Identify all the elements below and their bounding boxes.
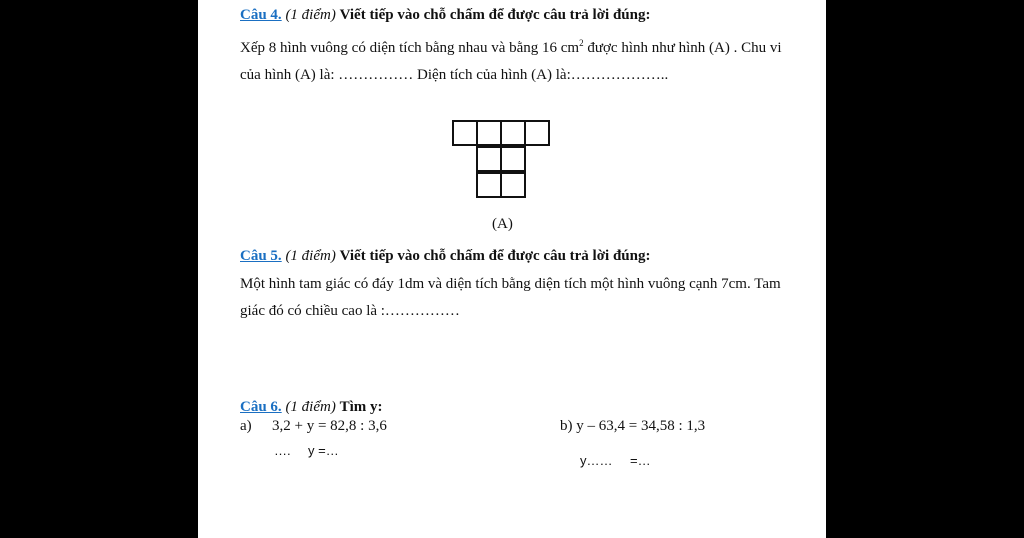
figure-square bbox=[452, 120, 478, 146]
q4-line2: của hình (A) là: …………… Diện tích của hình (A) là:……………….. bbox=[240, 67, 669, 83]
q6-part-b-expression: b) y – 63,4 = 34,58 : 1,3 bbox=[560, 418, 706, 434]
q6-part-a-expression: 3,2 + y = 82,8 : 3,6 bbox=[272, 418, 387, 434]
figure-square bbox=[500, 172, 526, 198]
figure-square bbox=[500, 120, 526, 146]
q4-line1-superscript: 2 bbox=[579, 38, 584, 48]
q4-label: Câu 4. bbox=[240, 7, 282, 23]
q5-line1: Một hình tam giác có đáy 1dm và diện tích bằng diện tích một hình vuông cạnh 7cm. Tam bbox=[240, 276, 781, 292]
q6-heading bbox=[240, 399, 383, 416]
q5-title: Viết tiếp vào chỗ chấm để được câu trả lời đúng: bbox=[339, 248, 651, 264]
q4-line1 bbox=[240, 38, 782, 57]
figure-square bbox=[476, 172, 502, 198]
q6-part-a-work-answer: y =… bbox=[308, 443, 339, 458]
q6-part-a-label: a) bbox=[240, 418, 252, 434]
figure-square bbox=[500, 146, 526, 172]
q4-line1-text-a: Xếp 8 hình vuông có diện tích bằng nhau và bằng 16 cm bbox=[240, 40, 580, 56]
q5-line2: giác đó có chiều cao là :…………… bbox=[240, 303, 460, 319]
q4-heading bbox=[240, 7, 650, 24]
figure-square bbox=[476, 120, 502, 146]
q4-points: (1 điểm) bbox=[285, 7, 336, 23]
q5-points: (1 điểm) bbox=[285, 248, 336, 264]
q6-points: (1 điểm) bbox=[285, 399, 336, 415]
q6-part-b-work-y: y…… bbox=[580, 453, 613, 468]
q6-part-b-work-answer: =… bbox=[630, 453, 651, 468]
q6-part-a-work-dots: …. bbox=[274, 443, 291, 458]
q5-heading bbox=[240, 248, 650, 265]
figure-square bbox=[476, 146, 502, 172]
q4-title: Viết tiếp vào chỗ chấm để được câu trả lời đúng: bbox=[339, 7, 651, 23]
worksheet-page bbox=[198, 0, 826, 538]
figure-caption: (A) bbox=[492, 216, 513, 232]
q5-label: Câu 5. bbox=[240, 248, 282, 264]
q6-title: Tìm y: bbox=[339, 399, 383, 415]
q4-line1-text-b: được hình như hình (A) . Chu vi bbox=[583, 40, 782, 56]
q6-label: Câu 6. bbox=[240, 399, 282, 415]
figure-square bbox=[524, 120, 550, 146]
